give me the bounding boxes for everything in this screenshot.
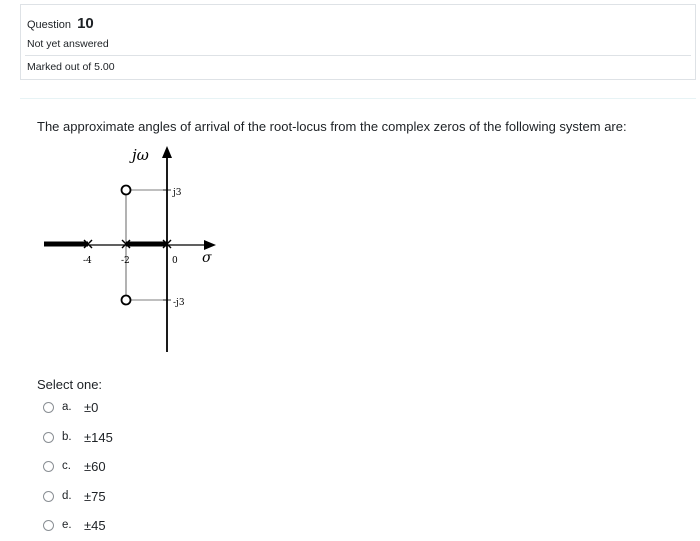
option-d[interactable] [43,487,106,505]
option-letter: d. [62,490,72,502]
option-letter: c. [62,460,71,472]
option-e[interactable] [43,516,106,534]
root-locus-diagram [40,140,240,358]
question-grade: Marked out of 5.00 [27,61,115,73]
radio-button[interactable] [43,402,54,413]
tick-label-minus2: -2 [121,256,130,266]
label-minus-j3: -j3 [173,298,185,308]
tick-label-minus4: -4 [83,256,92,266]
radio-button[interactable] [43,461,54,472]
imaginary-axis-arrow [162,146,172,158]
option-value: ±145 [84,429,113,445]
question-heading [27,15,94,32]
option-c[interactable] [43,457,106,475]
radio-button[interactable] [43,432,54,443]
select-one-label: Select one: [37,377,103,392]
option-letter: a. [62,401,72,413]
option-b[interactable] [43,428,113,446]
tick-label-zero: 0 [172,256,178,266]
info-divider [25,55,691,56]
zero-upper [122,186,131,195]
question-state: Not yet answered [27,38,109,50]
option-value: ±60 [84,458,106,474]
real-axis-arrow [204,240,216,250]
question-prompt: The approximate angles of arrival of the root-locus from the complex zeros of the following system are: [37,119,627,134]
label-j3: j3 [173,188,182,198]
radio-button[interactable] [43,491,54,502]
question-info-panel [20,4,696,80]
option-letter: e. [62,519,72,531]
option-value: ±0 [84,399,99,415]
option-value: ±45 [84,517,106,533]
radio-button[interactable] [43,520,54,531]
option-a[interactable] [43,398,98,416]
option-value: ±75 [84,488,106,504]
zero-lower [122,296,131,305]
jw-axis-label: jω [132,146,149,164]
option-letter: b. [62,431,72,443]
question-label: Question [27,19,72,31]
question-number: 10 [77,15,94,32]
sigma-axis-label: σ [202,250,212,266]
